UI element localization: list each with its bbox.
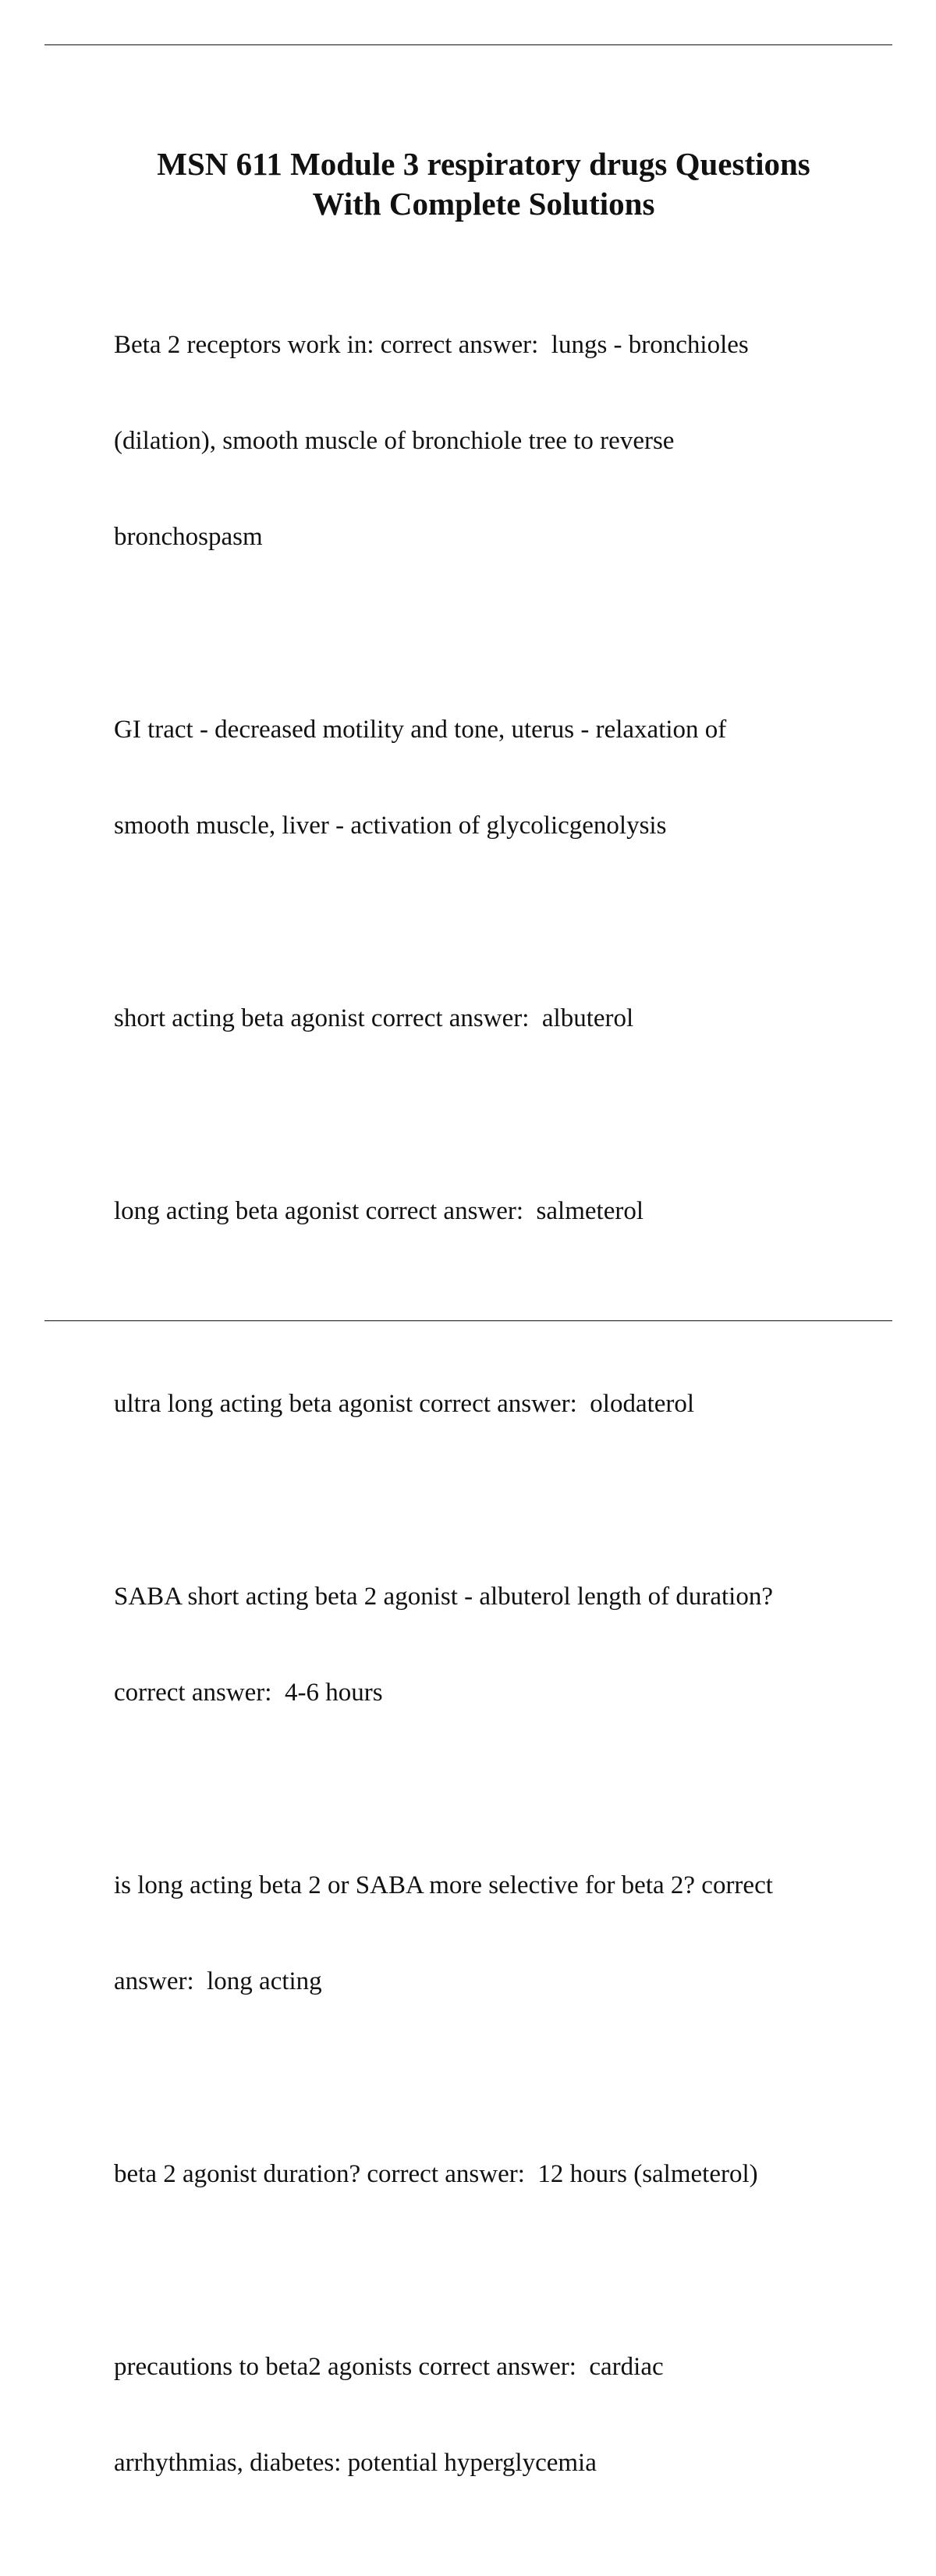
- qa-line: long acting beta agonist correct answer: salmeterol: [114, 1197, 644, 1225]
- qa-line: SABA short acting beta 2 agonist - albuterol length of duration?: [114, 1583, 773, 1611]
- qa-item: [114, 939, 863, 1099]
- qa-item: [114, 1132, 863, 1292]
- title-line: With Complete Solutions: [312, 186, 655, 222]
- qa-line: ultra long acting beta agonist correct answer: olodaterol: [114, 1390, 695, 1418]
- qa-item: [114, 1517, 863, 1773]
- qa-line: smooth muscle, liver - activation of glycolicgenolysis: [114, 812, 667, 840]
- qa-item: [114, 650, 863, 906]
- qa-line: is long acting beta 2 or SABA more selective for beta 2? correct: [114, 1871, 773, 1899]
- qa-item: [114, 1324, 863, 1484]
- qa-line: beta 2 agonist duration? correct answer: 12 hours (salmeterol): [114, 2160, 758, 2188]
- qa-line: arrhythmias, diabetes: potential hyperglycemia: [114, 2449, 597, 2477]
- qa-line: Beta 2 receptors work in: correct answer: lungs - bronchioles: [114, 331, 749, 359]
- qa-line: GI tract - decreased motility and tone, uterus - relaxation of: [114, 716, 727, 744]
- bottom-rule: [44, 1320, 892, 1321]
- qa-item: [114, 2287, 863, 2543]
- qa-list: [114, 265, 863, 2576]
- top-rule: [44, 44, 892, 45]
- title-line: MSN 611 Module 3 respiratory drugs Questions: [157, 146, 810, 182]
- page-title: [78, 144, 889, 224]
- qa-line: bronchospasm: [114, 523, 263, 551]
- qa-item: [114, 2095, 863, 2254]
- qa-line: (dilation), smooth muscle of bronchiole tree to reverse: [114, 427, 675, 455]
- qa-line: short acting beta agonist correct answer: albuterol: [114, 1004, 634, 1032]
- qa-item: [114, 265, 863, 617]
- qa-line: answer: long acting: [114, 1967, 322, 1995]
- qa-item: [114, 1806, 863, 2062]
- qa-line: correct answer: 4-6 hours: [114, 1679, 383, 1707]
- qa-line: precautions to beta2 agonists correct answer: cardiac: [114, 2353, 664, 2381]
